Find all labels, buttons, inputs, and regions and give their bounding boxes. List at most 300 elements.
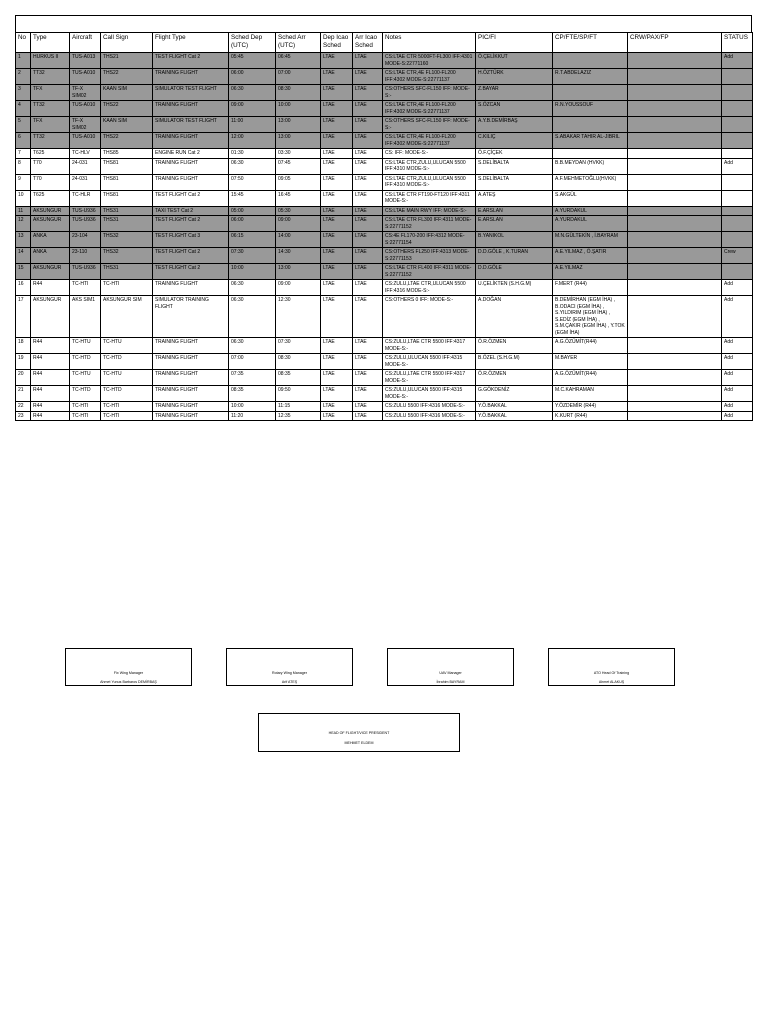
table-row (16, 411, 753, 421)
table-cell: LTAE (321, 85, 353, 101)
table-cell: Add (722, 158, 753, 174)
table-cell: 08:35 (276, 370, 321, 386)
table-cell: 11 (16, 206, 31, 216)
column-header: Sched Arr (UTC) (276, 33, 321, 53)
signature-name: İbrahim BAYRAM (436, 680, 465, 684)
column-header: Notes (383, 33, 476, 53)
table-cell: LTAE (353, 296, 383, 338)
table-cell: LTAE (321, 354, 353, 370)
table-cell: TRAINING FLIGHT (153, 402, 229, 412)
table-cell: TC-HTU (70, 338, 101, 354)
table-cell: TRAINING FLIGHT (153, 101, 229, 117)
table-cell: 13:00 (276, 117, 321, 133)
table-cell (628, 370, 722, 386)
table-cell: LTAE (321, 133, 353, 149)
table-cell: AKSUNGUR (31, 216, 70, 232)
table-cell: HURKUS II (31, 53, 70, 69)
table-cell: LTAE (321, 338, 353, 354)
table-cell: THS22 (101, 133, 153, 149)
table-cell: SIMULATOR TEST FLIGHT (153, 117, 229, 133)
table-cell (628, 354, 722, 370)
table-cell: LTAE (353, 354, 383, 370)
table-cell: A.YURDAKUL (553, 216, 628, 232)
table-cell: Add (722, 386, 753, 402)
sheet-title-row (15, 15, 752, 32)
signature-name: Arif ATEŞ (281, 680, 298, 684)
table-cell: R.N.YOUSSOUF (553, 101, 628, 117)
table-cell: A.ATEŞ (476, 190, 553, 206)
table-cell: TUS-A013 (70, 53, 101, 69)
table-cell: A.G.ÖZÜMİT(R44) (553, 370, 628, 386)
table-cell: TC-HLR (70, 190, 101, 206)
table-cell (628, 133, 722, 149)
table-cell: C.KILIÇ (476, 133, 553, 149)
table-cell: CS:ZULU,LTAE CTR 5500 IFF:4317 MODE-S:- (383, 370, 476, 386)
table-cell (553, 117, 628, 133)
table-cell (722, 190, 753, 206)
table-cell: 8 (16, 158, 31, 174)
signature-box-rotary-wing (226, 648, 353, 686)
table-cell: 06:30 (229, 280, 276, 296)
table-body (16, 53, 753, 421)
table-cell: Add (722, 370, 753, 386)
table-cell: TC-HTI (101, 402, 153, 412)
table-cell: 10:00 (276, 101, 321, 117)
table-cell (722, 85, 753, 101)
table-cell (722, 101, 753, 117)
table-cell: LTAE (353, 158, 383, 174)
table-cell: TFX (31, 117, 70, 133)
table-cell: 21 (16, 386, 31, 402)
table-cell: TUS-A010 (70, 133, 101, 149)
table-cell: R44 (31, 354, 70, 370)
table-cell: 09:00 (276, 280, 321, 296)
table-cell: CS:ZULU,LTAE CTR,ULUCAN 5500 IFF:4316 MODE-S:- (383, 280, 476, 296)
table-cell: TFX (31, 85, 70, 101)
table-cell: 06:00 (229, 216, 276, 232)
table-cell: THS81 (101, 190, 153, 206)
signature-box-ato-training (548, 648, 675, 686)
table-cell: LTAE (353, 174, 383, 190)
table-cell: TRAINING FLIGHT (153, 280, 229, 296)
table-cell: CS:ZULU,ULUCAN 5500 IFF:4315 MODE-S:- (383, 386, 476, 402)
table-cell (628, 190, 722, 206)
column-header: Call Sign (101, 33, 153, 53)
table-cell (553, 149, 628, 159)
table-cell: LTAE (321, 411, 353, 421)
table-row (16, 69, 753, 85)
table-cell: CS:OTHERS SFC-FL150 IFF: MODE-S:- (383, 117, 476, 133)
table-row (16, 190, 753, 206)
table-cell: CS:ZULU 5500 IFF:4316 MODE-S:- (383, 402, 476, 412)
column-header: Sched Dep (UTC) (229, 33, 276, 53)
table-cell: LTAE (353, 386, 383, 402)
table-cell (628, 216, 722, 232)
table-cell: Ö.ÇELİKKUT (476, 53, 553, 69)
table-cell: R44 (31, 280, 70, 296)
table-cell: R44 (31, 411, 70, 421)
table-cell: 06:30 (229, 296, 276, 338)
table-cell: 10:00 (229, 402, 276, 412)
table-cell: AKSUNGUR (31, 296, 70, 338)
table-cell: KAAN SIM (101, 117, 153, 133)
table-cell: 09:50 (276, 386, 321, 402)
table-cell: THS31 (101, 216, 153, 232)
table-cell (628, 174, 722, 190)
table-cell: B.B.MEYDAN (HVKK) (553, 158, 628, 174)
table-cell: 05:45 (229, 53, 276, 69)
table-cell: THS32 (101, 248, 153, 264)
table-cell (553, 85, 628, 101)
table-cell: 07:00 (276, 69, 321, 85)
table-cell: 14 (16, 248, 31, 264)
table-cell: 7 (16, 149, 31, 159)
table-cell: Ö.R.ÖZMEN (476, 338, 553, 354)
table-cell: LTAE (353, 216, 383, 232)
table-cell: R.T.ABDELAZIZ (553, 69, 628, 85)
table-cell: TRAINING FLIGHT (153, 158, 229, 174)
table-cell (628, 402, 722, 412)
table-cell: Add (722, 53, 753, 69)
table-cell: TC-HTD (101, 386, 153, 402)
table-cell: B.YANIKOL (476, 232, 553, 248)
table-cell: 12:30 (276, 296, 321, 338)
table-cell: LTAE (321, 206, 353, 216)
table-cell: THS81 (101, 158, 153, 174)
table-cell: LTAE (321, 232, 353, 248)
table-cell: LTAE (353, 248, 383, 264)
table-cell: 13:00 (276, 264, 321, 280)
table-row (16, 101, 753, 117)
table-cell: 01:30 (229, 149, 276, 159)
table-cell: LTAE (353, 280, 383, 296)
signature-title: Fix Wing Manager (113, 671, 144, 675)
table-cell: ENGINE RUN Cat 2 (153, 149, 229, 159)
table-cell: 19 (16, 354, 31, 370)
table-cell: Add (722, 296, 753, 338)
table-cell: 07:45 (276, 158, 321, 174)
table-cell: TEST FLIGHT Cat 3 (153, 232, 229, 248)
signature-title: Rotary Wing Manager (272, 671, 307, 675)
table-cell: THS21 (101, 53, 153, 69)
table-cell: T70 (31, 174, 70, 190)
table-cell: CS:OTHERS 0 IFF: MODE-S:- (383, 296, 476, 338)
table-cell: LTAE (353, 338, 383, 354)
table-cell: TRAINING FLIGHT (153, 133, 229, 149)
table-cell: R44 (31, 402, 70, 412)
column-header: CRW/PAX/FP (628, 33, 722, 53)
table-cell: 08:30 (276, 354, 321, 370)
table-cell: TC-HTI (101, 280, 153, 296)
table-cell: THS81 (101, 174, 153, 190)
table-row (16, 53, 753, 69)
table-cell: TC-HTI (70, 402, 101, 412)
signature-box-head-of-flight (258, 713, 460, 752)
table-cell: 06:00 (229, 69, 276, 85)
table-cell: 05:30 (276, 206, 321, 216)
table-cell: CS:LTAE CTR,4E FL100-FL200 IFF:4302 MODE-S:22771137 (383, 101, 476, 117)
table-cell (722, 133, 753, 149)
table-cell: LTAE (321, 264, 353, 280)
table-cell: D.D.GÖLE (476, 264, 553, 280)
table-cell: 14:00 (276, 232, 321, 248)
table-cell: TRAINING FLIGHT (153, 386, 229, 402)
table-cell (553, 53, 628, 69)
table-cell: TC-HTD (70, 386, 101, 402)
table-cell: 15:45 (229, 190, 276, 206)
table-row (16, 280, 753, 296)
table-cell: F.MERT (R44) (553, 280, 628, 296)
column-header: Arr Icao Sched (353, 33, 383, 53)
table-cell (722, 149, 753, 159)
table-cell: LTAE (321, 69, 353, 85)
table-cell: LTAE (353, 117, 383, 133)
table-cell: THS22 (101, 101, 153, 117)
table-cell: LTAE (321, 216, 353, 232)
table-cell: TF-X SIM02 (70, 85, 101, 101)
table-cell: A.Y.B.DEMİRBAŞ (476, 117, 553, 133)
table-cell (722, 232, 753, 248)
table-cell: TRAINING FLIGHT (153, 354, 229, 370)
column-header: CP/FTE/SP/FT (553, 33, 628, 53)
table-cell (722, 216, 753, 232)
table-cell: TT32 (31, 133, 70, 149)
table-cell: S.ABAKAR TAHIR AL-JIBRIL (553, 133, 628, 149)
table-cell (628, 232, 722, 248)
table-cell: KAAN SIM (101, 85, 153, 101)
table-cell: TC-HTI (70, 280, 101, 296)
table-cell: E.ARSLAN (476, 216, 553, 232)
table-cell: R44 (31, 370, 70, 386)
table-cell: Ö.F.ÇİÇEK (476, 149, 553, 159)
table-cell: AKSUNGUR SIM (101, 296, 153, 338)
table-row (16, 232, 753, 248)
table-cell (628, 280, 722, 296)
table-cell: 06:30 (229, 158, 276, 174)
table-cell: Add (722, 354, 753, 370)
table-row (16, 174, 753, 190)
table-cell: CS:LTAE CTR 5000FT-FL300 IFF:4301 MODE-S:22771160 (383, 53, 476, 69)
table-cell: 15 (16, 264, 31, 280)
table-cell (628, 53, 722, 69)
table-cell: TRAINING FLIGHT (153, 174, 229, 190)
table-cell: 07:50 (229, 174, 276, 190)
table-cell: TEST FLIGHT Cat 2 (153, 190, 229, 206)
table-cell: TF-X SIM02 (70, 117, 101, 133)
table-cell: 09:00 (276, 216, 321, 232)
table-cell: Y.Ö.BAKKAL (476, 402, 553, 412)
signature-title: HEAD OF FLIGHT/VICE PRESIDENT (328, 731, 390, 735)
table-row (16, 370, 753, 386)
signature-name: MEHMET ELDEM (344, 741, 374, 745)
table-cell (628, 386, 722, 402)
table-cell: TC-HTI (101, 411, 153, 421)
table-cell: 2 (16, 69, 31, 85)
table-cell: THS31 (101, 206, 153, 216)
table-cell: TC-HTU (101, 338, 153, 354)
table-cell: 10:00 (229, 264, 276, 280)
table-cell: TC-HTD (101, 354, 153, 370)
table-cell: LTAE (321, 174, 353, 190)
table-cell: TRAINING FLIGHT (153, 370, 229, 386)
table-cell: S.DELİBALTA (476, 158, 553, 174)
table-row (16, 158, 753, 174)
table-cell (628, 206, 722, 216)
table-cell: ANKA (31, 248, 70, 264)
table-cell: LTAE (321, 280, 353, 296)
table-cell: A.G.ÖZÜMİT(R44) (553, 338, 628, 354)
table-cell: 12:35 (276, 411, 321, 421)
table-cell (628, 158, 722, 174)
table-cell: 9 (16, 174, 31, 190)
table-cell: LTAE (353, 264, 383, 280)
table-cell: 22 (16, 402, 31, 412)
table-cell (628, 85, 722, 101)
table-cell: 11:15 (276, 402, 321, 412)
table-cell: LTAE (321, 370, 353, 386)
table-cell: S.DELİBALTA (476, 174, 553, 190)
table-cell: TUS-A010 (70, 101, 101, 117)
signature-name: Ahmet Yunus Barbaros DEMİRBAŞ (100, 680, 157, 684)
table-cell: S.AKGÜL (553, 190, 628, 206)
table-cell: Add (722, 411, 753, 421)
table-cell: TC-HTI (70, 411, 101, 421)
table-row (16, 117, 753, 133)
table-row (16, 206, 753, 216)
table-cell: B.DEMİRHAN (EGM İHA) , B.ODACI (EGM İHA) , S.YILDIRIM (EGM İHA) , S.EDİZ (EGM İHA) , S.M.ÇAKIR (EGM İHA) , Y.TOK (EGM İHA) (553, 296, 628, 338)
table-cell: 3 (16, 85, 31, 101)
table-cell (628, 117, 722, 133)
table-cell: LTAE (353, 85, 383, 101)
table-row (16, 402, 753, 412)
table-cell (722, 69, 753, 85)
signature-box-fixed-wing (65, 648, 192, 686)
table-cell: S.ÖZCAN (476, 101, 553, 117)
table-cell: A.F.MEHMETOĞLU(HVKK) (553, 174, 628, 190)
table-cell: ANKA (31, 232, 70, 248)
table-cell: TRAINING FLIGHT (153, 338, 229, 354)
table-cell: 07:00 (229, 354, 276, 370)
table-cell (628, 264, 722, 280)
table-cell: LTAE (353, 69, 383, 85)
table-cell: 4 (16, 101, 31, 117)
table-cell: B.ÖZEL (S.H.G.M) (476, 354, 553, 370)
table-cell: 06:30 (229, 338, 276, 354)
table-cell: LTAE (321, 296, 353, 338)
table-cell: G.GÖKDENİZ (476, 386, 553, 402)
table-row (16, 149, 753, 159)
table-cell: TC-HTU (70, 370, 101, 386)
table-cell: 20 (16, 370, 31, 386)
column-header: Dep Icao Sched (321, 33, 353, 53)
table-cell: THS22 (101, 69, 153, 85)
table-cell: CS:ZULU,ULUCAN 5500 IFF:4315 MODE-S:- (383, 354, 476, 370)
table-cell: LTAE (353, 133, 383, 149)
table-cell: AKSUNGUR (31, 206, 70, 216)
table-cell: CS:ZULU 5500 IFF:4316 MODE-S:- (383, 411, 476, 421)
table-cell: CS:LTAE MAIN RWY IFF: MODE-S:- (383, 206, 476, 216)
table-cell: TC-HLV (70, 149, 101, 159)
table-cell: CS:LTAE CTR,4E FL100-FL200 IFF:4302 MODE-S:22771137 (383, 69, 476, 85)
table-cell: A.E.YILMAZ (553, 264, 628, 280)
table-cell (722, 264, 753, 280)
table-cell: 10 (16, 190, 31, 206)
table-cell: TUS-U936 (70, 216, 101, 232)
table-cell: LTAE (353, 232, 383, 248)
table-cell (628, 101, 722, 117)
table-cell: Add (722, 338, 753, 354)
table-cell: LTAE (353, 101, 383, 117)
table-cell: THS32 (101, 232, 153, 248)
table-cell: CS:OTHERS SFC-FL150 IFF: MODE-S:- (383, 85, 476, 101)
table-cell: TT32 (31, 69, 70, 85)
table-row (16, 133, 753, 149)
table-cell (722, 206, 753, 216)
table-cell: LTAE (321, 101, 353, 117)
table-cell: 11:20 (229, 411, 276, 421)
table-cell: TUS-U936 (70, 206, 101, 216)
table-cell: 07:30 (276, 338, 321, 354)
table-cell: LTAE (321, 386, 353, 402)
column-header: STATUS (722, 33, 753, 53)
table-cell: CS:LTAE CTR FL300 IFF:4311 MODE-S:22771152 (383, 216, 476, 232)
column-header: Aircraft (70, 33, 101, 53)
table-cell: K.KURT (R44) (553, 411, 628, 421)
table-cell: 17 (16, 296, 31, 338)
table-cell: LTAE (321, 402, 353, 412)
signature-title: ATO Head Of Training (593, 671, 630, 675)
table-cell: LTAE (353, 411, 383, 421)
signature-name: Ahmet ALAKUŞ (598, 680, 625, 684)
signature-title: UAV Manager (439, 671, 462, 675)
table-cell (628, 296, 722, 338)
table-cell: Crew (722, 248, 753, 264)
table-header (16, 33, 753, 53)
table-cell: TAXI TEST Cat 2 (153, 206, 229, 216)
table-cell: 08:35 (229, 386, 276, 402)
table-cell: LTAE (353, 53, 383, 69)
table-cell: R44 (31, 386, 70, 402)
table-cell (722, 117, 753, 133)
table-cell: Y.ÖZDEMİR (R44) (553, 402, 628, 412)
table-cell: CS:LTAE CTR,4E FL100-FL200 IFF:4302 MODE-S:22771137 (383, 133, 476, 149)
table-cell: 23-104 (70, 232, 101, 248)
table-cell: TEST FLIGHT Cat 2 (153, 248, 229, 264)
table-cell: THS31 (101, 264, 153, 280)
table-row (16, 354, 753, 370)
table-cell: Y.Ö.BAKKAL (476, 411, 553, 421)
table-cell: TC-HTU (101, 370, 153, 386)
column-header: Flight Type (153, 33, 229, 53)
table-cell: LTAE (321, 190, 353, 206)
table-cell: M.C.KAHRAMAN (553, 386, 628, 402)
table-cell: 5 (16, 117, 31, 133)
table-row (16, 296, 753, 338)
table-cell: TEST FLIGHT Cat 2 (153, 264, 229, 280)
table-cell: 03:30 (276, 149, 321, 159)
table-cell: T625 (31, 149, 70, 159)
table-cell: 24-031 (70, 158, 101, 174)
column-header: Type (31, 33, 70, 53)
table-cell: CS:LTAE CTR,ZULU,ULUCAN 5500 IFF:4310 MODE-S:- (383, 158, 476, 174)
table-cell (722, 174, 753, 190)
table-cell: 13:00 (276, 133, 321, 149)
table-cell: CS:4E FL170-200 IFF:4312 MODE-S:22771154 (383, 232, 476, 248)
table-cell: 24-031 (70, 174, 101, 190)
table-cell: 06:15 (229, 232, 276, 248)
table-cell: 6 (16, 133, 31, 149)
table-cell: Z.BAYAR (476, 85, 553, 101)
